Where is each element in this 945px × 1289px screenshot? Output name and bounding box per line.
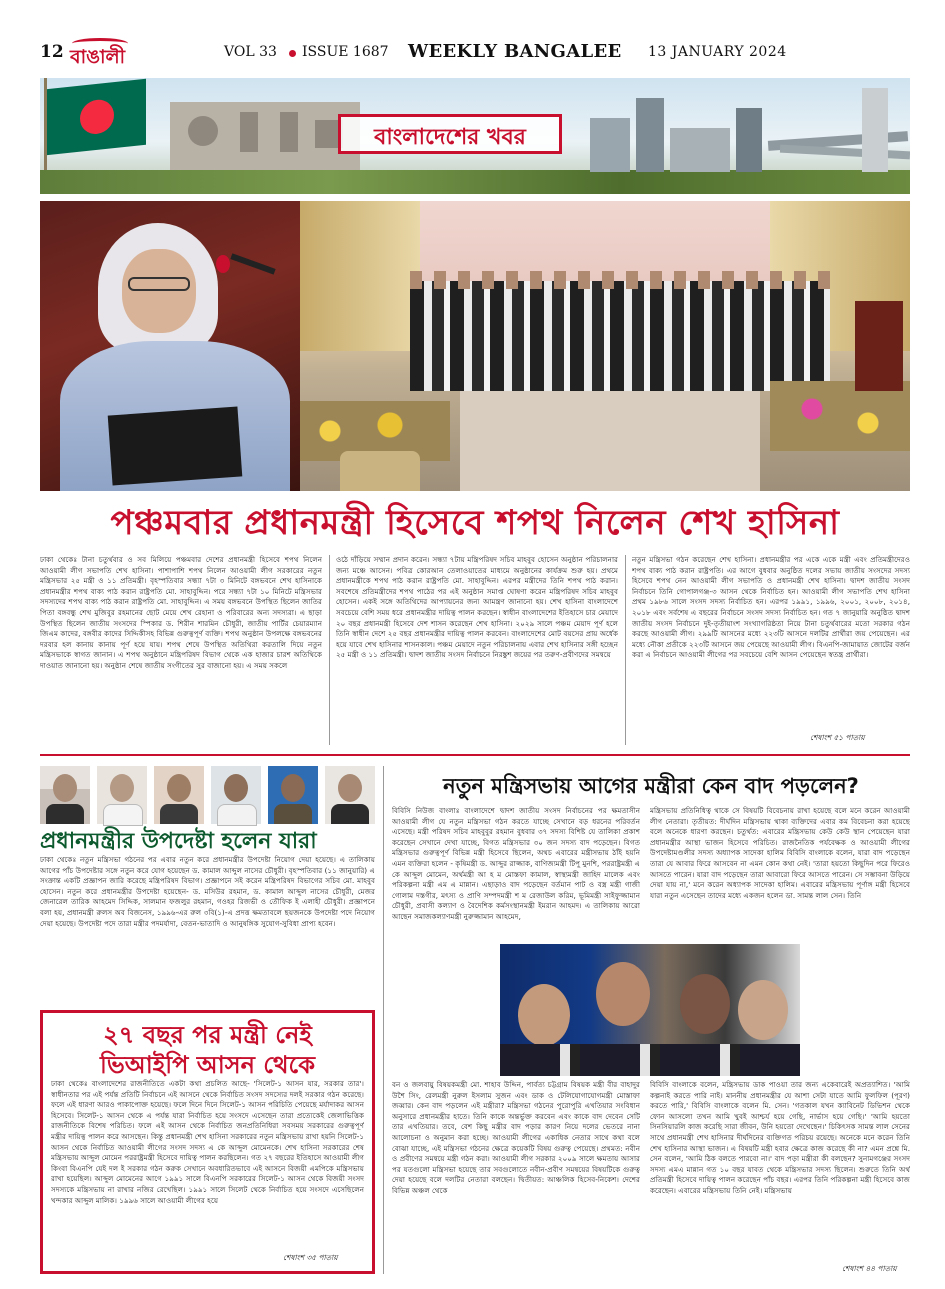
adviser-portrait <box>211 766 261 824</box>
glasses <box>128 277 190 291</box>
column-rule <box>329 555 330 745</box>
advisers-headline: প্রধানমন্ত্রীর উপদেষ্টা হলেন যারা <box>40 829 317 854</box>
separator-dot-icon <box>289 50 296 57</box>
flowers-right <box>770 381 910 451</box>
chair <box>340 451 420 491</box>
vip-seat-box <box>40 1010 375 1274</box>
cabinet-oath-photo <box>300 201 910 491</box>
adviser-portrait <box>97 766 147 824</box>
microphone-head <box>216 255 230 273</box>
adviser-portraits <box>40 766 375 826</box>
adviser-portrait <box>40 766 90 824</box>
lead-article <box>40 555 910 747</box>
microphone-icon <box>230 253 275 274</box>
greenery <box>40 170 910 194</box>
logo-text: বাঙালী <box>70 46 126 68</box>
lead-column-1: ঢাকা থেকেঃ টানা চতুর্থবার ও সব মিলিয়ে পঞ্চমবার দেশের প্রধানমন্ত্রী হিসেবে শপথ নিলেন আওয়ামী লীগ সভাপতি শেখ হাসিনা। পাশাপাশি শপথ নিলেন আওয়ামী লীগ সরকারের নতুন মন্ত্রিসভার ২৫ মন্ত্রী ও ১১ প্রতিমন্ত্রী। বৃহস্পতিবার সন্ধ্যা ৭টা ৩ মিনিটে বঙ্গভবনে শেখ হাসিনাকে প্রধানমন্ত্রীর শপথ বাক্য পাঠ করান রাষ্ট্রপতি মো. সাহাবুদ্দিন। পরে সন্ধ্যা ৭টা ১০ মিনিটে মন্ত্রিসভার সদস্যদের শপথ বাক্য পাঠ করান রাষ্ট্রপতি মো. সাহাবুদ্দিন। এ সময় বঙ্গভবনে উপস্থিত ছিলেন জাতির পিতা বঙ্গবন্ধু শেখ মুজিবুর রহমানের ছোট মেয়ে শেখ রেহানা ও পরিবারের অন্য সদস্যরা। এ ছাড়া উপস্থিত ছিলেন জাতীয় সংসদের স্পিকার ড. শিরীন শারমিন চৌধুরী, জাতীয় পার্টির চেয়ারম্যান জিএম কাদের, বঙ্গবীর কাদের সিদ্দিকীসহ বিভিন্ন গুরুত্বপূর্ণ ব্যক্তি। শপথ অনুষ্ঠান উপলক্ষে বঙ্গভবনের দরবার হল কানায় কানায় পূর্ণ হয়ে যায়। শপথ শেষে উপস্থিত অতিথিরা করতালি দিয়ে নতুন মন্ত্রিসভাকে স্বাগত জানান। এ শপথ অনুষ্ঠানে মন্ত্রিপরিষদ বিভাগ থেকে এক হাজার চারশ অতিথিকে দাওয়াত জানানো হয়। অনুষ্ঠান শেষে জাতীয় সংগীতের সুর বাজানো হয়। এ সময় সকলে <box>40 555 322 670</box>
lead-bottom-rule <box>40 754 910 756</box>
face <box>122 249 196 333</box>
ministers-column-2-bottom: বিবিসি বাংলাকে বলেন, মন্ত্রিসভায় ডাক পাওয়া তার জন্য একেবারেই অপ্রত্যাশিত। 'আমি কল্পনাই করতে পারি নাই। মাননীয় প্রধানমন্ত্রীর যে আশা সেটা যাতে আমি ফুলফিল (পূরণ) করতে পারি,' বিবিসি বাংলাকে বলেন মি. সেন। 'গতকাল যখন ক্যাবিনেট ডিভিশন থেকে ফোন আসলো তখন আমি খুবই আশ্চর্য হয়ে গেছি, নার্ভাস হয়ে গেছি।' 'আমি হয়তো সিনসিয়ারলি কাজ করেছি সারা জীবন, উনি হয়তো দেখেছেন।' চিকিৎসক সামন্ত লাল সেনের সাথে প্রধানমন্ত্রী শেখ হাসিনার দীর্ঘদিনের ব্যক্তিগত পরিচয় রয়েছে। অনেকে মনে করেন তিনি শেখ হাসিনার আস্থা ভাজন। এ বিষয়টি মন্ত্রী হবার ক্ষেত্রে কাজ করেছে কী না? এমন প্রশ্নে মি. সেন বলেন, 'আমি ঠিক বলতে পারবো না।' বাদ পড়া মন্ত্রীরা কী বলছেন? সুনামগঞ্জের সংসদ সদস্য এমএ মান্নান গত ১০ বছর যাবত থেকে মন্ত্রিসভার সদস্য ছিলেন। শুরুতে তিনি অর্থ প্রতিমন্ত্রী হিসেবে দায়িত্ব পালন করেছেন পাঁচ বছর। এরপর তিনি পরিকল্পনা মন্ত্রী হিসেবে কাজ করেছেন। এবারের মন্ত্রিসভায় তিনি নেই। মন্ত্রিসভায় <box>650 1080 910 1195</box>
vip-body: ঢাকা থেকেঃ বাংলাদেশের রাজনীতিতে একটা কথা প্রচলিত আছে- 'সিলেট-১ আসন যার, সরকার তার'। স্বাধীনতার পর এই পর্যন্ত প্রতিটি নির্বাচনে এই আসনে থেকে নির্বাচিত সংসদ সদস্যের দলই সরকার গঠন করেছে। ফলে এই ধারণা আরও পাকাপোক্ত হয়েছে। ফলে দিনে দিনে সিলেট-১ আসন পরিচিতি পেয়েছে মর্যাদাকর আসন হিসেবে। সিলেট-১ আসন থেকে এ পর্যন্ত যারা নির্বাচিত হয়ে সংসদে এসেছেন তারা প্রত্যেকেই জেলাভিত্তিক রাজনীতিকে বিশেষ পরিচিত। ফলে এই আসন থেকে নির্বাচিত জনপ্রতিনিধিরা সবসময় সরকারের গুরুত্বপূর্ণ মন্ত্রীর দায়িত্ব পালন করে আসছেন। কিন্তু প্রধানমন্ত্রী শেখ হাসিনা সরকারের নতুন মন্ত্রিসভায় রাখা হয়নি সিলেট-১ আসন থেকে নির্বাচিত আওয়ামী লীগের সংসদ সদস্য এ কে আব্দুল মোমেনকে। শেখ হাসিনা সরকারের শেষ মন্ত্রিসভায় আব্দুল মোমেন পররাষ্ট্রমন্ত্রী হিসেবে দায়িত্ব পালন করছিলেন। গত ২৭ বছরের ইতিহাসে আওয়ামী লীগ কিংবা বিএনপি যেই দল ই সরকার গঠন করুক সেখানে অবধারিতভাবে এই আসনে বিজয়ী এমপিকে মন্ত্রিসভায় রাখা হয়েছিল। আব্দুল মোমেনের আগে ১৯৯১ সালে বিএনপি সরকারের সিলেট-১ আসন থেকে বিজয়ী সংসদ সদস্যকে মন্ত্রিসভায় না রাখার নজির রেখেছিল। ১৯৯১ সালে সিলেট থেকে নির্বাচিত হয়ে সংসদে এসেছিলেন খন্দকার আব্দুল মালিক। ১৯৯৬ সালে আওয়ামী লীগের হয়ে <box>51 1079 364 1205</box>
ministers-headline: নতুন মন্ত্রিসভায় আগের মন্ত্রীরা কেন বাদ পড়লেন? <box>443 774 859 798</box>
lead-headline: পঞ্চমবার প্রধানমন্ত্রী হিসেবে শপথ নিলেন শেখ হাসিনা <box>110 503 840 543</box>
continued-label: শেষাংশ ৩৫ পাতায় <box>283 1253 338 1262</box>
adviser-portrait <box>325 766 375 824</box>
volume-label: VOL 33 <box>224 44 277 60</box>
ministers-column-1-bottom: বন ও জলবায়ু বিষয়কমন্ত্রী মো. শাহাব উদ্দিন, পার্বত্য চট্টগ্রাম বিষয়ক মন্ত্রী বীর বাহাদুর উশৈ সিং, রেলমন্ত্রী নুরুল ইসলাম সুজন এবং ডাক ও টেলিযোগাযোগমন্ত্রী মোস্তাফা জব্বার। কেন বাদ পড়লেন এই মন্ত্রীরা? মন্ত্রিসভা গঠনের পুরোপুরি এখতিয়ার সংবিধান অনুসারে প্রধানমন্ত্রীর হাতে। তিনি কাকে অন্তর্ভুক্ত করবেন এবং কাকে বাদ দেবেন সেটি তার এখতিয়ার। তবে, বেশ কিছু মন্ত্রীর বাদ পড়ার কারণ নিয়ে দলের ভেতরে নানা আলোচনা ও অনুমান করা হচ্ছে। আওয়ামী লীগের একাধিক নেতার সাথে কথা বলে বোঝা যাচ্ছে, এই মন্ত্রিসভা গঠনের ক্ষেত্রে কয়েকটি বিষয় গুরুত্ব পেয়েছে। প্রথমত: নবীন ও প্রবীণের সমন্বয়ে মন্ত্রী গঠন করা। আওয়ামী লীগ সরকার ২০০৯ সালে ক্ষমতায় আসার পর যতগুলো মন্ত্রিসভা হয়েছে তার সবগুলোতে নবীন-প্রবীণ সমন্বয়ের বিষয়টিকে গুরুত্ব দেয়া হয়েছে বলে দলটির নেতারা বলছেন। দ্বিতীয়ত: আঞ্চলিক হিসেব-নিকেশ। দেশের বিভিন্ন অঞ্চল থেকে <box>392 1080 640 1195</box>
section-title-box <box>338 114 562 154</box>
bangladesh-flag-icon <box>46 79 146 156</box>
vip-headline-line-2: ভিআইপি আসন থেকে <box>100 1051 315 1079</box>
section-title: বাংলাদেশের খবর <box>374 125 526 150</box>
publication-name: WEEKLY BANGALEE <box>408 41 622 62</box>
red-carpet <box>460 391 760 491</box>
advisers-body: ঢাকা থেকেঃ নতুন মন্ত্রিসভা গঠনের পর এবার নতুন করে প্রধানমন্ত্রীর উপদেষ্টা নিয়োগ দেয়া হয়েছে। এ তালিকায় আগের পাঁচ উপদেষ্টার সঙ্গে নতুন করে যোগ হয়েছেন ড. কামাল আব্দুল নাসের চৌধুরী। বৃহস্পতিবার (১১ জানুয়ারি) এ সংক্রান্ত একটি প্রজ্ঞাপন জারি করেছে মন্ত্রিপরিষদ বিভাগ। প্রজ্ঞাপনে সই করেন মন্ত্রিপরিষদ বিভাগের সচিব মো. মাহবুব হোসেন। নতুন করে প্রধানমন্ত্রীর উপদেষ্টা হয়েছেন- ড. মসিউর রহমান, ড. কামাল আব্দুল নাসের চৌধুরী, মেজর জেনারেল তারিক আহমেদ সিদ্দিক, সালমান ফজলুর রহমান, গওহর রিজভী ও তৌফিক ই এলাহী চৌধুরী। প্রজ্ঞাপনে বলা হয়, প্রধানমন্ত্রী রুলস অব বিজনেস, ১৯৯৬-এর রুল ৩বি(১)-এ প্রদত্ত ক্ষমতাবলে ছয়জনকে উপদেষ্টা পদে নিয়োগ দেয়া হয়েছে। উপদেষ্টা পদে তারা মন্ত্রীর পদমর্যাদা, বেতন-ভাতাদি ও আনুষঙ্গিক সুযোগ-সুবিধা প্রাপ্য হবেন। <box>40 855 375 928</box>
document-folder <box>108 407 243 486</box>
podium <box>855 301 903 391</box>
section-divider <box>383 766 384 1274</box>
ministers-column-2-top: মন্ত্রিসভায় প্রতিনিধিত্ব থাকে সে বিষয়টি বিবেচনায় রাখা হয়েছে বলে মনে করেন আওয়ামী লীগ নেতারা। তৃতীয়ত: দীর্ঘদিন মন্ত্রিসভায় থাকা ব্যক্তিদের এবার কম বিবেচনা করা হয়েছে বলে অনেকে ধারণা করছেন। চতুর্থত: এবারের মন্ত্রিসভায় কেউ কেউ স্থান পেয়েছেন যারা প্রধানমন্ত্রীর আস্থা ভাজন হিসেবে পরিচিত। রাজনৈতিক পর্যবেক্ষক ও আওয়ামী লীগের উপদেষ্টামণ্ডলীর সদস্য অধ্যাপক সাদেকা হালিম বিবিসি বাংলাকে বলেন, যারা বাদ পড়েছেন তারা যে আবার ফিরে আসবেন না এমন কোন কথা নেই। 'তারা হয়তো কিছুদিন পরে ফিরেও আসতে পারেন। যারা বাদ পড়েছেন তারা আবারো ফিরে আসতে পারেন। সে সম্ভাবনা উড়িয়ে দেয়া যায় না,' মনে করেন অধ্যাপক সাদেকা হালিম। এবারের মন্ত্রিসভায় পূর্ণাঙ্গ মন্ত্রী হিসেবে যারা নতুন এসেছেন তাদের মধ্যে একজন হলেন ডা. সামন্ত লাল সেন। তিনি <box>650 806 910 900</box>
vip-headline-line-1: ২৭ বছর পর মন্ত্রী নেই <box>103 1021 312 1049</box>
minister-suits <box>500 1044 800 1076</box>
dropped-ministers-photo <box>500 944 800 1076</box>
curtain-left <box>300 201 420 351</box>
parliament-building <box>170 102 360 172</box>
pm-oath-photo <box>40 201 300 491</box>
continued-label: শেষাংশ ৪৪ পাতায় <box>842 1264 897 1273</box>
ministers-column-1-top: বিবিসি নিউজ বাংলাঃ বাংলাদেশে দ্বাদশ জাতীয় সংসদ নির্বাচনের পর ক্ষমতাসীন আওয়ামী লীগ যে নতুন মন্ত্রিসভা গঠন করতে যাচ্ছে সেখানে বড় ধরনের পরিবর্তন এসেছে। মন্ত্রী পরিষদ সচিব মাহবুবুর রহমান বুধবার ৩৭ সদস্য বিশিষ্ট যে তালিকা প্রকাশ করেছেন সেখানে দেখা যাচ্ছে, বিগত মন্ত্রিসভার ৩০ জন সদস্য বাদ পড়েছেন। বিগত মন্ত্রিসভার গুরুত্বপূর্ণ বিভিন্ন মন্ত্রী হিসেবে ছিলেন, অথচ এবারের মন্ত্রীসভায় ঠাঁই হয়নি এমন ব্যক্তিরা হলেন - কৃষিমন্ত্রী ড. আব্দুর রাজ্জাক, বাণিজ্যমন্ত্রী টিপু মুনশি, পররাষ্ট্রমন্ত্রী এ কে আব্দুল মোমেন, অর্থমন্ত্রী আ হ ম মোস্তফা কামাল, স্বাস্থ্যমন্ত্রী জাহিদ মালেক এবং পরিকল্পনা মন্ত্রী এম এ মান্নান। এছাড়াও বাদ পড়েছেন বর্তমান পাট ও বস্ত্র মন্ত্রী গাজী গোলাম দস্তগীর, মৎস্য ও প্রাণি সম্পদমন্ত্রী শ ম রেজাউল করিম, ভূমিমন্ত্রী সাইফুজ্জামান চৌধুরী, প্রবাসী কল্যাণ ও বৈদেশিক কর্মসংস্থানমন্ত্রী ইমরান আহমদ। এ তালিকায় আরো আছেন সমাজকল্যাণমন্ত্রী নুরুজ্জামান আহমেদ, <box>392 806 640 921</box>
column-rule <box>625 555 626 745</box>
minister-face <box>518 984 570 1046</box>
adviser-portrait <box>268 766 318 824</box>
minister-face <box>738 980 788 1040</box>
lead-column-3: নতুন মন্ত্রিসভা গঠন করেছেন শেখ হাসিনা। প্রধানমন্ত্রীর পর একে একে মন্ত্রী এবং প্রতিমন্ত্রীদেরও শপথ বাক্য পাঠ করান রাষ্ট্রপতি। এর আগে বুধবার অনুষ্ঠিত দলের সভায় জাতীয় সংসদের সদস্য হিসেবে শপথ নেন আওয়ামী লীগ সভাপতি ও প্রধানমন্ত্রী শেখ হাসিনা। দ্বাদশ জাতীয় সংসদ নির্বাচনে তিনি গোপালগঞ্জ-৩ আসন থেকে নির্বাচিত হন। আওয়ামী লীগ সভাপতি শেখ হাসিনা প্রথম ১৯৮৬ সালে সংসদ সদস্য নির্বাচিত হন। এরপর ১৯৯১, ১৯৯৬, ২০০১, ২০০৮, ২০১৪, ২০১৮ এবং সর্বশেষ এ বছরের নির্বাচনে সংসদ সদস্য নির্বাচিত হন। গত ৭ জানুয়ারি অনুষ্ঠিত দ্বাদশ জাতীয় সংসদ নির্বাচনে দুই-তৃতীয়াংশ সংখ্যাগরিষ্ঠতা নিয়ে টানা চতুর্থবারের মতো সরকার গঠন করছে আওয়ামী লীগ। ২৯৯টি আসনের মধ্যে ২২৩টি আসনে দলটির প্রার্থীরা জয় পেয়েছেন। এর মধ্যে নৌকা প্রতীকে ২২৩টি আসনে জয় পেয়েছে আওয়ামী লীগ। বিএনপি-জামায়াত জোটের বর্জন করা এ নির্বাচনে আওয়ামী লীগের পর সবচেয়ে বেশি আসন পেয়েছেন স্বতন্ত্র প্রার্থীরা। <box>632 555 910 660</box>
minister-face <box>680 974 730 1034</box>
minister-face <box>596 962 650 1026</box>
lead-column-2: ওঠে দাঁড়িয়ে সম্মান প্রদান করেন। সন্ধ্যা ৭টায় মন্ত্রিপরিষদ সচিব মাহবুব হোসেন অনুষ্ঠান পরিচালনার জন্য মঞ্চে আসেন। পবিত্র কোরআন তেলাওয়াতের মাধ্যমে অনুষ্ঠানের কার্যক্রম শুরু হয়। প্রথমে প্রধানমন্ত্রীকে শপথ পাঠ করান রাষ্ট্রপতি মো. সাহাবুদ্দিন। এরপর মন্ত্রীদের তিনি শপথ পাঠ করান। সবশেষে প্রতিমন্ত্রীদের শপথ পাঠের পর এই অনুষ্ঠান সমাপ্ত ঘোষণা করেন মন্ত্রিপরিষদ সচিব মাহবুব হোসেন। একই সঙ্গে অতিথিদের আপ্যায়নের জন্য আমন্ত্রণ জানানো হয়। শেখ হাসিনা বাংলাদেশে সবচেয়ে বেশি সময় ধরে প্রধানমন্ত্রীর দায়িত্ব পালন করছেন। স্বাধীন বাংলাদেশের ইতিহাসে চার মেয়াদে ২০ বছর প্রধানমন্ত্রী হিসেবে দেশ শাসন করেছেন শেখ হাসিনা। ২০২৯ সালে পঞ্চম মেয়াদ পূর্ণ হলে তিনি স্বাধীন দেশে ২৫ বছর প্রধানমন্ত্রীর দায়িত্ব পালন করবেন। বাংলাদেশের মোট বয়সের প্রায় অর্ধেক হয়ে যাবে শেখ হাসিনার শাসনকাল। পঞ্চম মেয়াদে নতুন পরিচালনায় এবার শেখ হাসিনার সঙ্গী হচ্ছেন ২৫ মন্ত্রী ও ১১ প্রতিমন্ত্রী। দ্বাদশ জাতীয় সংসদ নির্বাচনে নিরঙ্কুশ জয়ের পর তরুণ-প্রবীণদের সমন্বয়ে <box>336 555 618 660</box>
page-number: 12 <box>40 42 64 62</box>
continued-label: শেষাংশ ৫১ পাতায় <box>810 733 865 742</box>
ministers-heads <box>410 271 830 289</box>
newspaper-logo <box>68 38 132 66</box>
section-banner <box>40 78 910 194</box>
city-skyline <box>580 88 910 172</box>
adviser-portrait <box>154 766 204 824</box>
ministers-row <box>410 281 830 391</box>
issue-date: 13 JANUARY 2024 <box>648 44 787 60</box>
issue-label: ISSUE 1687 <box>302 44 389 60</box>
masthead <box>40 38 910 70</box>
